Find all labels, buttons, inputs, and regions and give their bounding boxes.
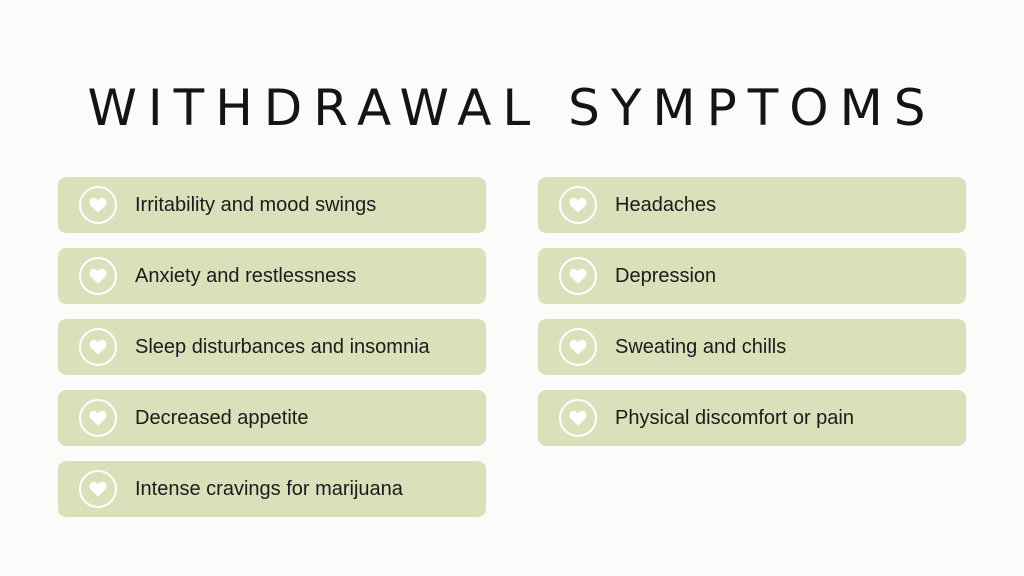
- symptom-item: [538, 390, 966, 446]
- symptom-label: Sweating and chills: [615, 335, 787, 358]
- symptom-label: Anxiety and restlessness: [135, 264, 357, 287]
- heart-icon: [79, 399, 117, 437]
- symptom-item: [58, 390, 486, 446]
- heart-icon: [79, 328, 117, 366]
- heart-icon: [559, 257, 597, 295]
- symptom-item: [538, 177, 966, 233]
- heart-icon: [559, 186, 597, 224]
- heart-icon: [79, 470, 117, 508]
- symptom-list-right: [538, 177, 966, 461]
- symptom-item: [58, 319, 486, 375]
- symptom-label: Sleep disturbances and insomnia: [135, 335, 430, 358]
- symptom-label: Depression: [615, 264, 717, 287]
- symptom-item: [58, 461, 486, 517]
- symptom-item: [58, 177, 486, 233]
- symptom-label: Intense cravings for marijuana: [135, 477, 403, 500]
- symptom-item: [538, 319, 966, 375]
- heart-icon: [79, 186, 117, 224]
- heart-icon: [559, 328, 597, 366]
- symptom-label: Decreased appetite: [135, 406, 309, 429]
- symptom-list-left: [58, 177, 486, 532]
- symptom-label: Headaches: [615, 193, 717, 216]
- heart-icon: [79, 257, 117, 295]
- symptom-label: Irritability and mood swings: [135, 193, 377, 216]
- heart-icon: [559, 399, 597, 437]
- symptom-label: Physical discomfort or pain: [615, 406, 854, 429]
- symptom-item: [58, 248, 486, 304]
- page-title: WITHDRAWAL SYMPTOMS: [87, 79, 937, 137]
- symptom-item: [538, 248, 966, 304]
